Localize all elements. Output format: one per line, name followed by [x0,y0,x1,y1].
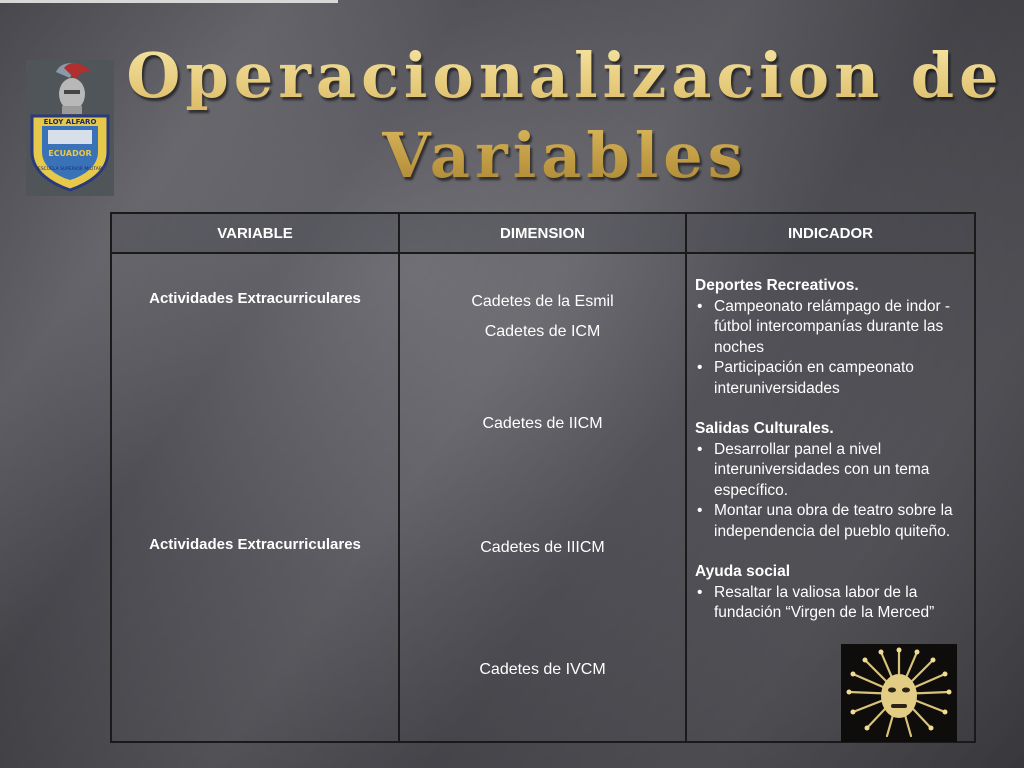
indicator-group [695,276,966,399]
indicator-group [695,419,966,542]
indicator-item: • Montar una obra de teatro sobre la independencia del pueblo quiteño. [695,501,966,542]
header-variable: VARIABLE [111,213,399,253]
variables-table [110,212,976,743]
variable-item: Actividades Extracurriculares [149,536,361,553]
dimension-item: Cadetes de ICM [484,323,601,340]
dimension-cell [399,253,686,742]
indicator-item: • Campeonato relámpago de indor - fútbol intercompanías durante las noches [695,297,966,359]
header-indicador: INDICADOR [686,213,975,253]
golden-mask-image [841,644,957,742]
dimension-item: Cadetes de IIICM [480,539,605,556]
dimension-item: Cadetes de IICM [482,415,603,432]
table-row [111,253,975,742]
indicator-group-title: Ayuda social [695,563,791,580]
slide-title-line-2: Variables [382,119,748,192]
indicator-group-title: Deportes Recreativos. [695,277,859,294]
logo-text-top: ELOY ALFARO [43,118,97,126]
school-crest-logo [26,60,114,196]
indicator-item: • Resaltar la valiosa labor de la fundación “Virgen de la Merced” [695,583,966,624]
top-accent-strip [0,0,338,3]
variable-item: Actividades Extracurriculares [149,290,361,307]
indicator-group-title: Salidas Culturales. [695,420,834,437]
header-dimension: DIMENSION [399,213,686,253]
dimension-item: Cadetes de la Esmil [471,293,614,310]
indicator-item: • Desarrollar panel a nivel interuniversidades con un tema específico. [695,440,966,502]
indicator-cell [686,253,975,742]
slide-title [120,36,1010,196]
table-header-row [111,213,975,253]
slide-title-line-1: Operacionalizacion de [126,39,1004,112]
indicator-group [695,562,966,624]
dimension-item: Cadetes de IVCM [479,661,606,678]
logo-text-bottom: ESCUELA SUPERIOR MILITAR [37,167,103,172]
indicator-item: • Participación en campeonato interuniversidades [695,358,966,399]
variable-cell [111,253,399,742]
logo-text-middle: ECUADOR [48,149,92,158]
